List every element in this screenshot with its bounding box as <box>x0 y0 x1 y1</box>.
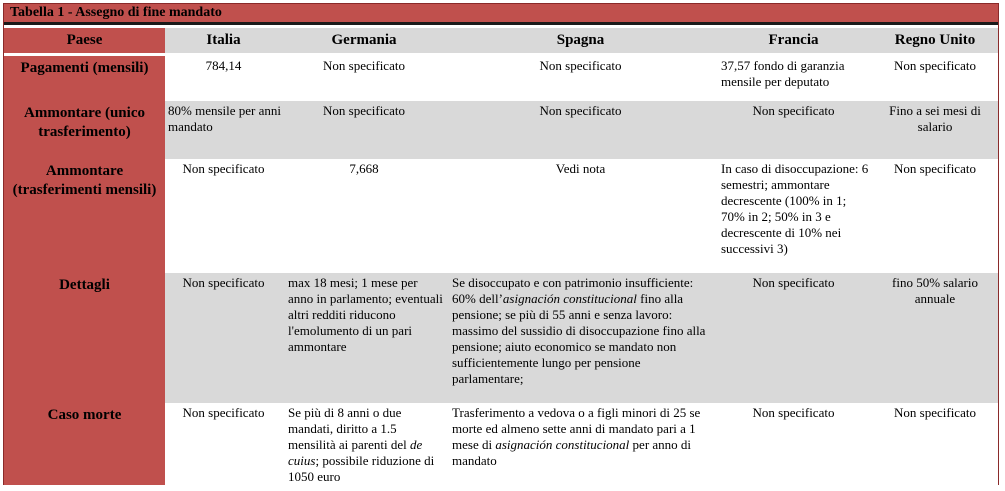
cell-spagna <box>446 403 715 485</box>
cell-spagna: Non specificato <box>446 55 715 101</box>
cell-italia: Non specificato <box>165 159 282 273</box>
cell-francia: Non specificato <box>715 101 872 159</box>
cell-germania: max 18 mesi; 1 mese per anno in parlamento; eventuali altri redditi riducono l'emolumento di un pari ammontare <box>282 273 446 403</box>
cell-italia: 80% mensile per anni mandato <box>165 101 282 159</box>
cell-regno-unito: Non specificato <box>872 159 998 273</box>
allowance-table <box>4 28 998 485</box>
table-row <box>4 101 998 159</box>
cell-text-italic: de cuius <box>288 436 423 468</box>
table-row <box>4 403 998 485</box>
cell-francia: 37,57 fondo di garanzia mensile per deputato <box>715 55 872 101</box>
cell-regno-unito: Non specificato <box>872 403 998 485</box>
cell-text-after: ; possibile riduzione di 1050 euro <box>288 452 435 484</box>
table-title: Tabella 1 - Assegno di fine mandato <box>4 4 998 25</box>
row-header-pagamenti: Pagamenti (mensili) <box>4 55 165 101</box>
header-row <box>4 28 998 55</box>
cell-spagna: Non specificato <box>446 101 715 159</box>
column-header-regno-unito: Regno Unito <box>872 28 998 55</box>
cell-germania: Non specificato <box>282 55 446 101</box>
cell-text-after: per anno di mandato <box>452 436 692 468</box>
cell-francia: Non specificato <box>715 403 872 485</box>
cell-text-italic: asignación constitucional <box>502 290 637 306</box>
cell-spagna: Vedi nota <box>446 159 715 273</box>
row-header-ammontare-mensili: Ammontare (trasferimenti mensili) <box>4 159 165 273</box>
column-header-spagna: Spagna <box>446 28 715 55</box>
cell-text-italic: asignación constitucional <box>495 436 630 452</box>
cell-germania: Non specificato <box>282 101 446 159</box>
column-header-italia: Italia <box>165 28 282 55</box>
cell-francia: Non specificato <box>715 273 872 403</box>
row-header-dettagli: Dettagli <box>4 273 165 403</box>
row-header-caso-morte: Caso morte <box>4 403 165 485</box>
cell-italia: 784,14 <box>165 55 282 101</box>
column-header-paese: Paese <box>4 28 165 55</box>
cell-text-before: Trasferimento a vedova o a figli minori di 25 se morte ed almeno sette anni di mandato pari a 1 mese di <box>452 404 701 452</box>
table-row <box>4 55 998 101</box>
cell-spagna <box>446 273 715 403</box>
cell-germania: 7,668 <box>282 159 446 273</box>
cell-text-before: Se più di 8 anni o due mandati, diritto a 1.5 mensilità ai parenti del <box>288 404 411 452</box>
column-header-germania: Germania <box>282 28 446 55</box>
cell-regno-unito: Non specificato <box>872 55 998 101</box>
cell-text-before: Se disoccupato e con patrimonio insufficiente: 60% dell’ <box>452 274 694 306</box>
cell-francia: In caso di disoccupazione: 6 semestri; ammontare decrescente (100% in 1; 70% in 2; 50% in 3 e decrescente di 10% nei successivi 3) <box>715 159 872 273</box>
row-header-ammontare-unico: Ammontare (unico trasferimento) <box>4 101 165 159</box>
cell-italia: Non specificato <box>165 403 282 485</box>
cell-regno-unito: fino 50% salario annuale <box>872 273 998 403</box>
table-row <box>4 273 998 403</box>
cell-germania <box>282 403 446 485</box>
table-row <box>4 159 998 273</box>
cell-italia: Non specificato <box>165 273 282 403</box>
cell-regno-unito: Fino a sei mesi di salario <box>872 101 998 159</box>
column-header-francia: Francia <box>715 28 872 55</box>
cell-text-after: fino alla pensione; se più di 55 anni e senza lavoro: massimo del sussidio di disoccupazione fino alla pensione; aiuto economico se mandato non sufficientemente lungo per pensione parlamentare; <box>452 290 706 386</box>
